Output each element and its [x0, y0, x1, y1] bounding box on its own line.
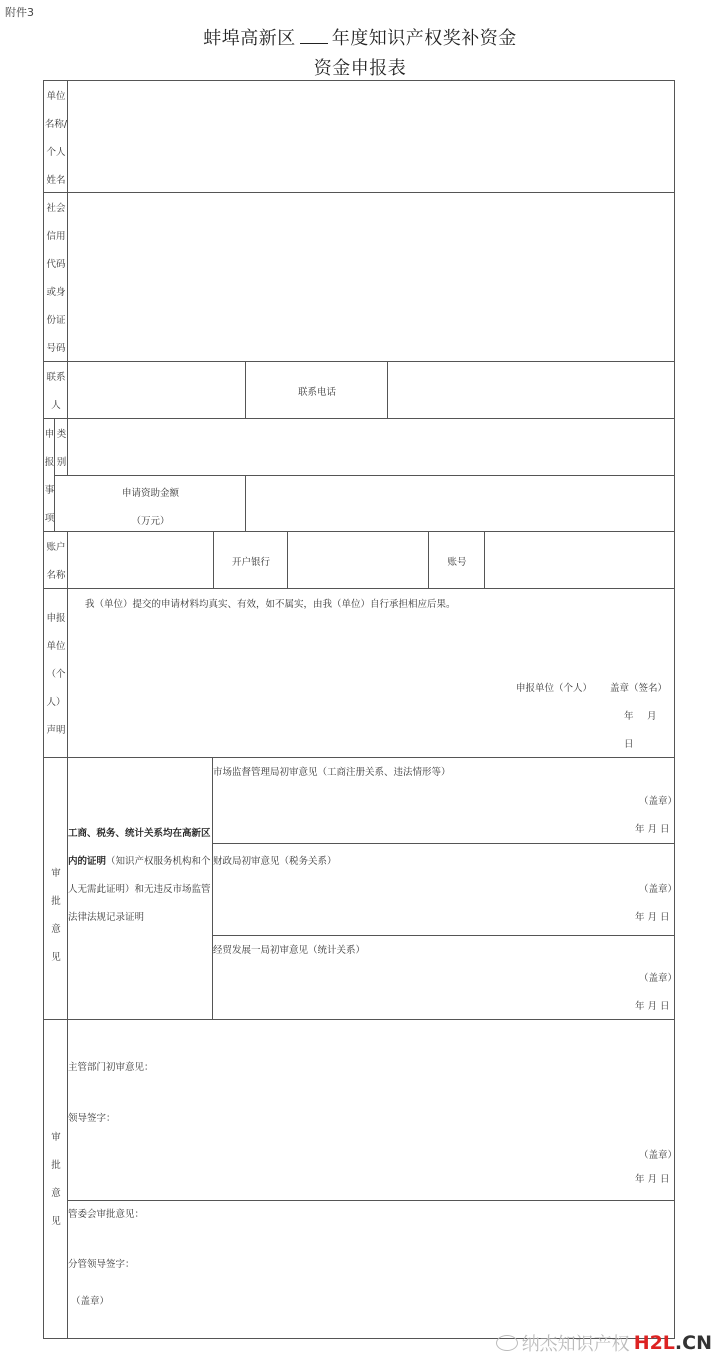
dept-opinion-title: 主管部门初审意见：: [68, 1062, 154, 1073]
apply-matter-label: 申 报 事 项: [44, 429, 55, 524]
account-no-label: 账号: [447, 557, 467, 568]
title-part1: 蚌埠高新区: [203, 28, 296, 49]
title-part2: 年度知识产权奖补资金: [331, 28, 517, 49]
declaration-date: 年 月 日: [624, 711, 671, 750]
dept-date: 年 月 日: [635, 1174, 670, 1185]
amount-label: 申请资助金额: [121, 488, 179, 499]
opinion-trade-date: 年 月 日: [635, 1001, 670, 1012]
opinion-market-title: 市场监督管理局初审意见（工商注册关系、违法情形等）: [213, 767, 451, 778]
bank-label: 开户银行: [231, 557, 270, 568]
attachment-label: 附件3: [5, 6, 34, 19]
category-label-cell: [54, 418, 68, 476]
category-label: 类 别: [56, 429, 67, 468]
category-field[interactable]: [67, 418, 675, 476]
unit-name-field[interactable]: [67, 80, 675, 193]
proof-text: [68, 820, 214, 932]
opinion-market[interactable]: [212, 757, 678, 844]
opinion-finance-seal: （盖章）: [639, 884, 678, 895]
bank-field[interactable]: [287, 531, 429, 589]
opinion-trade-title: 经贸发展一局初审意见（统计关系）: [213, 945, 366, 956]
form-title: [0, 24, 720, 50]
proof-bold: 工商、税务、统计关系均在高新区内的证明: [68, 828, 211, 867]
declaration-field: [67, 588, 675, 758]
review1-label-cell: [43, 757, 68, 1020]
amount-label-cell: [54, 475, 246, 532]
opinion-finance-date: 年 月 日: [635, 912, 670, 923]
declaration-text: 我（单位）提交的申请材料均真实、有效，如不属实，由我（单位）自行承担相应后果。: [85, 599, 456, 610]
dept-seal: （盖章）: [639, 1150, 678, 1161]
opinion-market-date: 年 月 日: [635, 824, 670, 835]
amount-field[interactable]: [245, 475, 675, 532]
opinion-finance-title: 财政局初审意见（税务关系）: [213, 856, 337, 867]
proof-cell: [67, 757, 213, 1020]
wechat-icon: [496, 1335, 518, 1351]
opinion-finance[interactable]: [212, 843, 678, 936]
review2-label: 审 批 意 见: [51, 1132, 61, 1227]
watermark-brand: H2L.CN: [633, 1332, 712, 1354]
dept-leader-sign: 领导签字：: [68, 1113, 116, 1124]
committee-title: 管委会审批意见：: [68, 1209, 145, 1220]
dept-opinion[interactable]: [67, 1019, 678, 1201]
declaration-label: 申报 单位 （个 人） 声明: [46, 613, 66, 736]
year-blank: [300, 30, 328, 44]
declaration-label-cell: [43, 588, 68, 758]
contact-label: 联系 人: [46, 372, 66, 411]
declaration-signer: 申报单位（个人）: [516, 683, 593, 694]
unit-name-label-cell: [43, 80, 68, 193]
review1-label: 审 批 意 见: [51, 868, 61, 963]
review2-label-cell: [43, 1019, 68, 1339]
watermark: [496, 1330, 712, 1356]
form-subtitle: 资金申报表: [313, 58, 407, 79]
credit-code-field[interactable]: [67, 192, 675, 362]
unit-name-label: 单位 名称/ 个人 姓名: [44, 91, 68, 186]
phone-field[interactable]: [387, 361, 675, 419]
phone-label: 联系电话: [297, 387, 336, 398]
credit-code-label: 社会 信用 代码 或身 份证 号码: [46, 203, 66, 354]
contact-label-cell: [43, 361, 68, 419]
account-name-label: 账户 名称: [46, 542, 66, 581]
opinion-trade[interactable]: [212, 935, 678, 1020]
opinion-market-seal: （盖章）: [639, 796, 678, 807]
account-no-label-cell: [428, 531, 485, 589]
contact-field[interactable]: [67, 361, 246, 419]
committee-leader-sign: 分管领导签字：: [68, 1259, 135, 1270]
phone-label-cell: [245, 361, 388, 419]
credit-code-label-cell: [43, 192, 68, 362]
account-no-field[interactable]: [484, 531, 675, 589]
committee-seal: （盖章）: [71, 1296, 110, 1307]
watermark-text: 纳杰知识产权: [521, 1334, 630, 1355]
account-name-label-cell: [43, 531, 68, 589]
amount-unit: （万元）: [131, 516, 170, 527]
proof-rest: （知识产权服务机构和个人无需此证明）和无违反市场监管法律法规记录证明: [68, 856, 211, 923]
bank-label-cell: [213, 531, 288, 589]
committee-opinion[interactable]: [67, 1200, 675, 1339]
opinion-trade-seal: （盖章）: [639, 973, 678, 984]
declaration-seal: 盖章（签名）: [610, 683, 668, 694]
account-name-field[interactable]: [67, 531, 214, 589]
